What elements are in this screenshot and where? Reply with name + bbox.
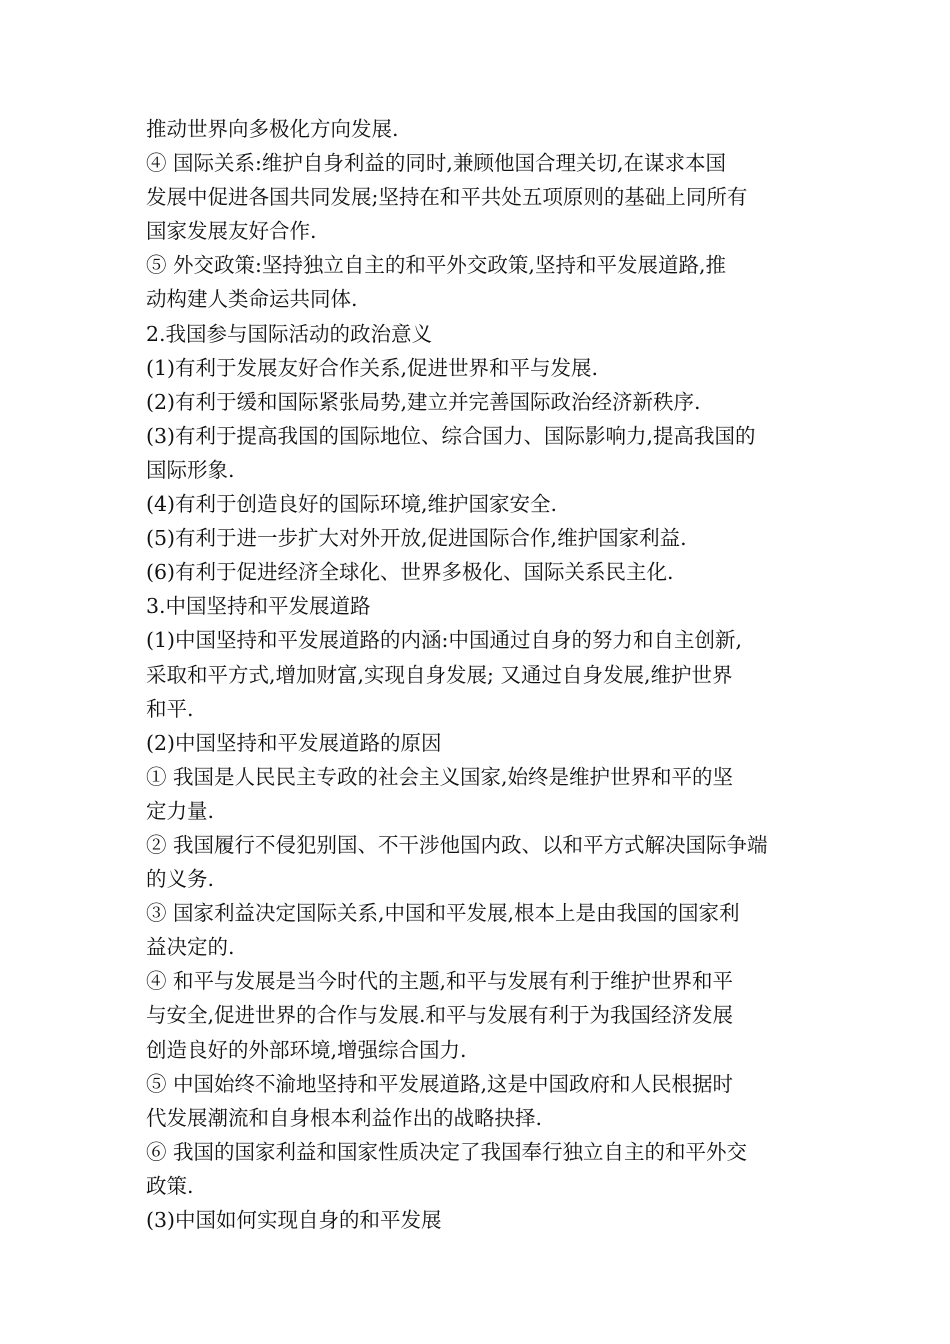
text-line: 发展中促进各国共同发展;坚持在和平共处五项原则的基础上同所有: [146, 185, 748, 210]
text-line: 代发展潮流和自身根本利益作出的战略抉择.: [146, 1105, 543, 1130]
text-line: (1)有利于发展友好合作关系,促进世界和平与发展.: [146, 355, 599, 380]
text-line: ⑤ 外交政策:坚持独立自主的和平外交政策,坚持和平发展道路,推: [146, 253, 726, 278]
subsection-heading: (3)中国如何实现自身的和平发展: [146, 1208, 442, 1232]
text-line: ② 我国履行不侵犯别国、不干涉他国内政、以和平方式解决国际争端: [146, 832, 768, 857]
text-line: ③ 国家利益决定国际关系,中国和平发展,根本上是由我国的国家利: [146, 901, 740, 926]
text-line: ⑤ 中国始终不渝地坚持和平发展道路,这是中国政府和人民根据时: [146, 1071, 734, 1096]
text-line: 政策.: [146, 1173, 194, 1198]
text-line: 推动世界向多极化方向发展.: [146, 117, 399, 141]
text-line: (4)有利于创造良好的国际环境,维护国家安全.: [146, 492, 558, 517]
subsection-heading: (2)中国坚持和平发展道路的原因: [146, 730, 442, 755]
section-heading: 2.我国参与国际活动的政治意义: [146, 321, 433, 346]
text-line: ④ 和平与发展是当今时代的主题,和平与发展有利于维护世界和平: [146, 969, 734, 994]
text-line: 国家发展友好合作.: [146, 219, 317, 244]
text-line: 动构建人类命运共同体.: [146, 287, 358, 312]
text-line: 的义务.: [146, 867, 215, 892]
text-line: 和平.: [146, 696, 194, 721]
text-line: (1)中国坚持和平发展道路的内涵:中国通过自身的努力和自主创新,: [146, 628, 742, 653]
text-line: 益决定的.: [146, 935, 235, 960]
text-line: (3)有利于提高我国的国际地位、综合国力、国际影响力,提高我国的: [146, 423, 756, 448]
text-line: (5)有利于进一步扩大对外开放,促进国际合作,维护国家利益.: [146, 526, 687, 551]
text-line: 与安全,促进世界的合作与发展.和平与发展有利于为我国经济发展: [146, 1003, 734, 1028]
section-heading: 3.中国坚持和平发展道路: [146, 594, 371, 619]
text-line: ④ 国际关系:维护自身利益的同时,兼顾他国合理关切,在谋求本国: [146, 151, 726, 176]
text-line: ① 我国是人民民主专政的社会主义国家,始终是维护世界和平的坚: [146, 764, 734, 789]
document-body: [146, 112, 826, 1237]
text-line: 创造良好的外部环境,增强综合国力.: [146, 1037, 467, 1062]
text-line: 国际形象.: [146, 457, 235, 482]
text-line: (6)有利于促进经济全球化、世界多极化、国际关系民主化.: [146, 560, 674, 585]
text-line: 定力量.: [146, 798, 215, 823]
text-line: 采取和平方式,增加财富,实现自身发展; 又通过自身发展,维护世界: [146, 662, 733, 687]
text-line: ⑥ 我国的国家利益和国家性质决定了我国奉行独立自主的和平外交: [146, 1139, 748, 1164]
text-line: (2)有利于缓和国际紧张局势,建立并完善国际政治经济新秩序.: [146, 389, 701, 414]
